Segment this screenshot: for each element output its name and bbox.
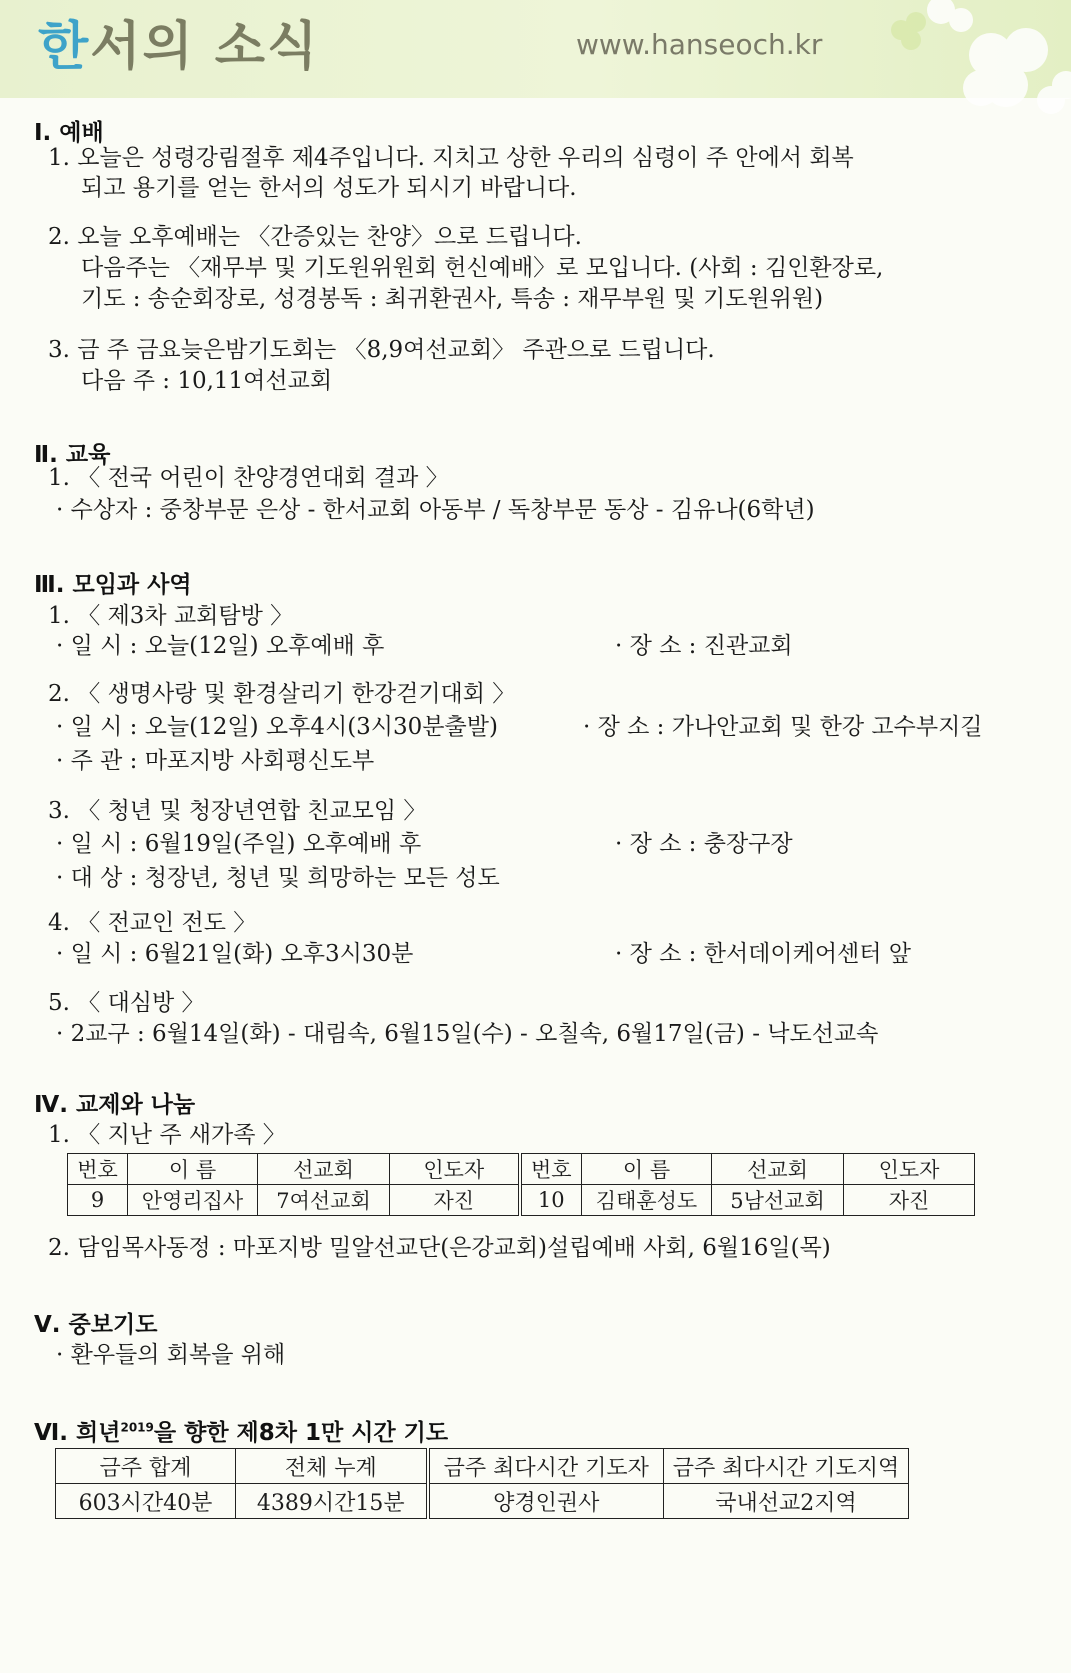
section-title-education: Ⅱ. 교육: [34, 442, 111, 468]
table-header-cell: 전체 누계: [236, 1449, 428, 1484]
meeting-2-time: · 일 시 : 오늘(12일) 오후4시(3시30분출발): [56, 714, 498, 740]
clover-decoration-icon: [841, 0, 1071, 130]
website-url[interactable]: www.hanseoch.kr: [576, 28, 823, 61]
table-header-cell: 금주 최다시간 기도자: [428, 1449, 664, 1484]
meeting-4-time: · 일 시 : 6월21일(화) 오후3시30분: [56, 941, 414, 967]
worship-item-3-line-1: 3. 금 주 금요늦은밤기도회는 〈8,9여선교회〉 주관으로 드립니다.: [48, 337, 715, 363]
section-title-meetings: Ⅲ. 모임과 사역: [34, 572, 192, 598]
meeting-3-time: · 일 시 : 6월19일(주일) 오후예배 후: [56, 831, 422, 857]
new-family-table: [67, 1153, 975, 1216]
section-title-fellowship: Ⅳ. 교제와 나눔: [34, 1092, 196, 1118]
table-cell: 4389시간15분: [236, 1484, 428, 1519]
prayer-hours-table: [55, 1448, 909, 1519]
meeting-4-place: · 장 소 : 한서데이케어센터 앞: [615, 941, 912, 967]
table-cell: 자진: [390, 1185, 520, 1216]
table-cell: 김태훈성도: [582, 1185, 712, 1216]
table-header-cell: 번호: [520, 1154, 582, 1185]
table-header-row: [68, 1154, 975, 1185]
meeting-4-title: 4. 〈 전교인 전도 〉: [48, 910, 257, 936]
meeting-2-title: 2. 〈 생명사랑 및 환경살리기 한강걷기대회 〉: [48, 681, 516, 707]
section-title-prayer-campaign: Ⅵ. 희년$^{2019}$을 향한 제8차 1만 시간 기도: [34, 1420, 449, 1446]
table-cell: 국내선교2지역: [664, 1484, 909, 1519]
table-header-cell: 금주 합계: [56, 1449, 236, 1484]
new-family-title: 1. 〈 지난 주 새가족 〉: [48, 1122, 286, 1148]
meeting-5-schedule: · 2교구 : 6월14일(화) - 대림속, 6월15일(수) - 오칠속, 6월17일(금) - 낙도선교속: [56, 1021, 879, 1047]
pastor-schedule: 2. 담임목사동정 : 마포지방 밀알선교단(은강교회)설립예배 사회, 6월16일(목): [48, 1235, 831, 1261]
table-cell: 603시간40분: [56, 1484, 236, 1519]
meeting-1-place: · 장 소 : 진관교회: [615, 633, 793, 659]
worship-item-2-line-3: 기도 : 송순회장로, 성경봉독 : 최귀환권사, 특송 : 재무부원 및 기도원위원): [81, 286, 824, 312]
worship-item-1-line-2: 되고 용기를 얻는 한서의 성도가 되시기 바랍니다.: [81, 175, 577, 201]
table-header-cell: 인도자: [390, 1154, 520, 1185]
meeting-1-time: · 일 시 : 오늘(12일) 오후예배 후: [56, 633, 385, 659]
table-cell: 5남선교회: [712, 1185, 844, 1216]
worship-item-2-line-1: 2. 오늘 오후예배는 〈간증있는 찬양〉으로 드립니다.: [48, 224, 582, 250]
section-title-intercession: Ⅴ. 중보기도: [34, 1312, 158, 1338]
table-header-cell: 금주 최다시간 기도지역: [664, 1449, 909, 1484]
worship-item-2-line-2: 다음주는 〈재무부 및 기도원위원회 헌신예배〉로 모입니다. (사회 : 김인환장로,: [81, 255, 884, 281]
table-header-cell: 이 름: [128, 1154, 258, 1185]
section-title-worship: Ⅰ. 예배: [34, 120, 104, 146]
worship-item-3-line-2: 다음 주 : 10,11여선교회: [81, 368, 333, 394]
table-cell: 안영리집사: [128, 1185, 258, 1216]
meeting-2-place: · 장 소 : 가나안교회 및 한강 고수부지길: [583, 714, 983, 740]
meeting-3-target: · 대 상 : 청장년, 청년 및 희망하는 모든 성도: [56, 865, 500, 891]
table-cell: 9: [68, 1185, 128, 1216]
table-cell: 10: [520, 1185, 582, 1216]
education-item-1-title: 1. 〈 전국 어린이 찬양경연대회 결과 〉: [48, 465, 449, 491]
table-header-cell: 번호: [68, 1154, 128, 1185]
meeting-2-host: · 주 관 : 마포지방 사회평신도부: [56, 748, 375, 774]
table-header-cell: 인도자: [844, 1154, 975, 1185]
table-header-cell: 선교회: [712, 1154, 844, 1185]
meeting-5-title: 5. 〈 대심방 〉: [48, 990, 205, 1016]
table-header-cell: 선교회: [258, 1154, 390, 1185]
table-cell: 자진: [844, 1185, 975, 1216]
intercession-item: · 환우들의 회복을 위해: [56, 1342, 286, 1368]
meeting-3-title: 3. 〈 청년 및 청장년연합 친교모임 〉: [48, 798, 427, 824]
meeting-1-title: 1. 〈 제3차 교회탐방 〉: [48, 603, 294, 629]
table-cell: 양경인권사: [428, 1484, 664, 1519]
meeting-3-place: · 장 소 : 충장구장: [615, 831, 793, 857]
table-row: [56, 1484, 909, 1519]
newsletter-title: 한서의 소식: [38, 17, 320, 77]
table-header-cell: 이 름: [582, 1154, 712, 1185]
table-header-row: [56, 1449, 909, 1484]
worship-item-1-line-1: 1. 오늘은 성령강림절후 제4주입니다. 지치고 상한 우리의 심령이 주 안에서 회복: [48, 145, 854, 171]
table-cell: 7여선교회: [258, 1185, 390, 1216]
education-item-1-winners: · 수상자 : 중창부문 은상 - 한서교회 아동부 / 독창부문 동상 - 김유나(6학년): [56, 497, 815, 523]
table-row: [68, 1185, 975, 1216]
